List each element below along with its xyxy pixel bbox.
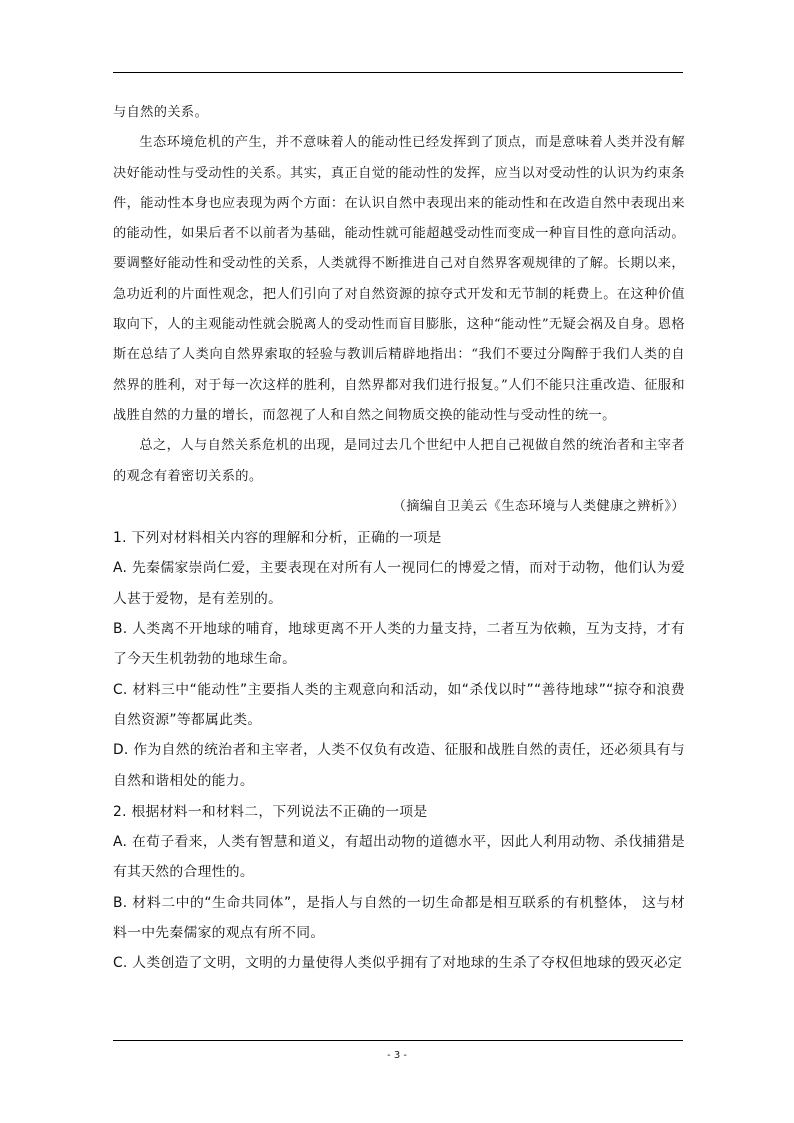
question-stem: 2. 根据材料一和材料二，下列说法不正确的一项是 — [113, 803, 428, 820]
question-option: A. 在荀子看来，人类有智慧和道义，有超出动物的道德水平，因此人利用动物、杀伐捕猎是有其天然的合理性的。 — [113, 834, 685, 881]
question-option: C. 材料三中“能动性”主要指人类的主观意向和活动，如“杀伐以时”“善待地球”“掠夺和浪费自然资源”等都属此类。 — [113, 681, 685, 728]
question-option: A. 先秦儒家崇尚仁爱，主要表现在对所有人一视同仁的博爱之情，而对于动物，他们认为爱人甚于爱物，是有差别的。 — [113, 560, 685, 607]
question-option: C. 人类创造了文明，文明的力量使得人类似乎拥有了对地球的生杀了夺权但地球的毁灭必定 — [113, 955, 683, 972]
passage-source: （摘编自卫美云《生态环境与人类健康之辨析》） — [392, 498, 685, 514]
passage-paragraph: 总之，人与自然关系危机的出现，是同过去几个世纪中人把自己视做自然的统治者和主宰者的观念有着密切关系的。 — [113, 438, 685, 484]
page-number: - 3 - — [387, 1050, 407, 1061]
question-option: B. 材料二中的“生命共同体”，是指人与自然的一切生命都是相互联系的有机整体， 这与材料一中先秦儒家的观点有所不同。 — [113, 894, 685, 942]
passage-paragraph: 生态环境危机的产生，并不意味着人的能动性已经发挥到了顶点，而是意味着人类并没有解决好能动性与受动性的关系。其实，真正自觉的能动性的发挥，应当以对受动性的认识为约束条件，能动性本身也应表现为两个方面：在认识自然中表现出来的能动性和在改造自然中表现出来的能动性，如果后者不以前者为基础，能动性就可能超越受动性而变成一种盲目性的意向活动。要调整好能动性和受动性的关系，人类就得不断推进自己对自然界客观规律的了解。长期以来，急功近利的片面性观念，把人们引向了对自然资源的掠夺式开发和无节制的耗费上。在这种价值取向下，人的主观能动性就会脱离人的受动性而盲目膨胀，这种“能动性”无疑会祸及自身。恩格斯在总结了人类向自然界索取的轻验与教训后精辟地指出：“我们不要过分陶醉于我们人类的自然界的胜利，对于每一次这样的胜利，自然界都对我们进行报复。”人们不能只注重改造、征服和战胜自然的力量的增长，而忽视了人和自然之间物质交换的能动性与受动性的统一。 — [113, 135, 685, 423]
question-option: B. 人类离不开地球的哺育，地球更离不开人类的力量支持，二者互为依赖，互为支持，才有了今天生机勃勃的地球生命。 — [113, 621, 685, 668]
footer-rule — [113, 1040, 683, 1041]
question-stem: 1. 下列对材料相关内容的理解和分析，正确的一项是 — [113, 530, 442, 547]
question-option: D. 作为自然的统治者和主宰者，人类不仅负有改造、征服和战胜自然的责任，还必须具有与自然和谐相处的能力。 — [113, 742, 685, 789]
header-rule — [113, 72, 683, 73]
passage-continuation: 与自然的关系。 — [113, 105, 209, 120]
page-content — [113, 98, 685, 979]
